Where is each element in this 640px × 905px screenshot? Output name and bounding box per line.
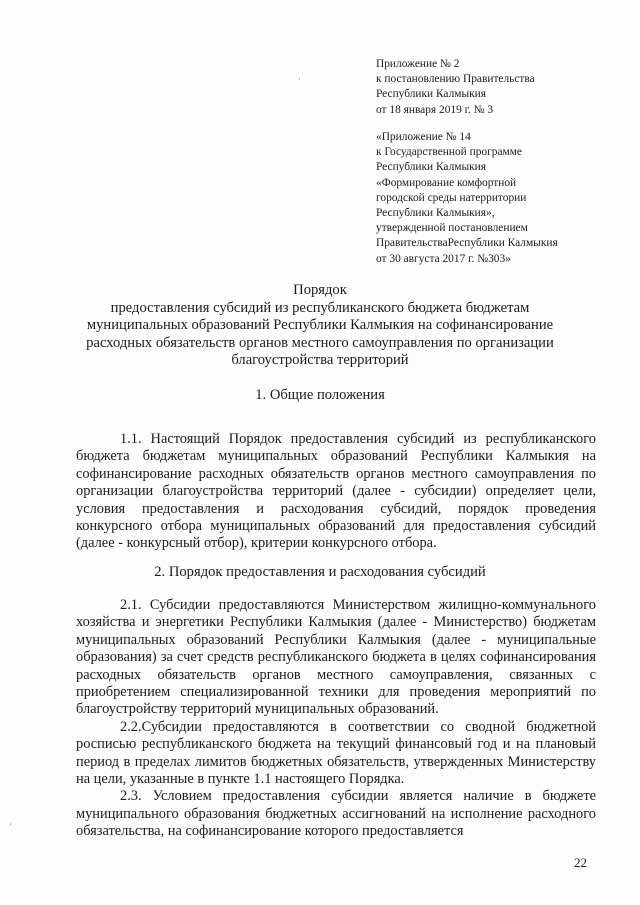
annex-line: утвержденной постановлением [376,222,528,235]
paragraph: 2.3. Условием предоставления субсидии является наличие в бюджете муниципального образования бюджетных ассигнований на исполнение расходного обязательства, на софинансирование которого предоставляется [76,788,596,840]
title-line: благоустройства территорий [231,352,409,369]
page-number: 22 [574,855,587,870]
annex-line: от 30 августа 2017 г. №303» [376,252,511,265]
annex-line: «Приложение № 14 [376,131,471,143]
annex-line: к Государственной программе [376,146,522,159]
document-title [40,282,600,370]
section-2-body [76,597,596,841]
annex-line: Республики Калмыкия», [376,207,495,220]
annex-inner-header [376,130,558,267]
annex-line: «Формирование комфортной [376,176,517,189]
title-line: предоставления субсидий из республиканского бюджета бюджетам [110,299,530,316]
annex-line: Приложение № 2 [376,58,460,70]
section-1-body [76,431,596,553]
annex-line: городской среды натерритории [376,191,527,204]
scan-mark: ' [10,822,12,832]
section-1-heading: 1. Общие положения [255,387,385,403]
paragraph: 2.2.Субсидии предоставляются в соответствии со сводной бюджетной росписью республиканского бюджета на текущий финансовый год и на плановый период в пределах лимитов бюджетных обязательств, утвержденных Министерству на цели, указанные в пункте 1.1 настоящего Порядка. [76,718,596,788]
paragraph: 1.1. Настоящий Порядок предоставления субсидий из республиканского бюджета бюджетам муниципальных образований Республики Калмыкия на софинансирование расходных обязательств органов местного самоуправления по организации благоустройства территорий (далее - субсидии) определяет цели, условия предоставления и расходования субсидий, порядок проведения конкурсного отбора муниципальных образований для предоставления субсидий (далее - конкурсный отбор), критерии конкурсного отбора. [76,431,596,552]
annex-line: ПравительстваРеспублики Калмыкия [376,237,558,250]
section-2-heading: 2. Порядок предоставления и расходования субсидий [154,564,486,580]
annex-line: Республики Калмыкия [376,88,487,101]
annex-line: к постановлению Правительства [376,73,535,86]
annex-line: Республики Калмыкия [376,161,487,174]
title-line: муниципальных образований Республики Калмыкия на софинансирование [86,317,554,334]
scan-mark: · [298,74,301,84]
title-line: Порядок [293,282,347,298]
title-line: расходных обязательств органов местного самоуправления по организации [86,334,554,351]
annex-line: от 18 января 2019 г. № 3 [376,103,494,116]
annex-main-header [376,57,535,118]
paragraph: 2.1. Субсидии предоставляются Министерством жилищно-коммунального хозяйства и энергетики Республики Калмыкия (далее - Министерство) бюджетам муниципальных образований Республики Калмыкия (далее - муниципальные образования) за счет средств республиканского бюджета в целях софинансирования расходных обязательств органов местного самоуправления, связанных с приобретением специализированной техники для проведения мероприятий по благоустройству территорий муниципальных образований. [76,597,596,718]
